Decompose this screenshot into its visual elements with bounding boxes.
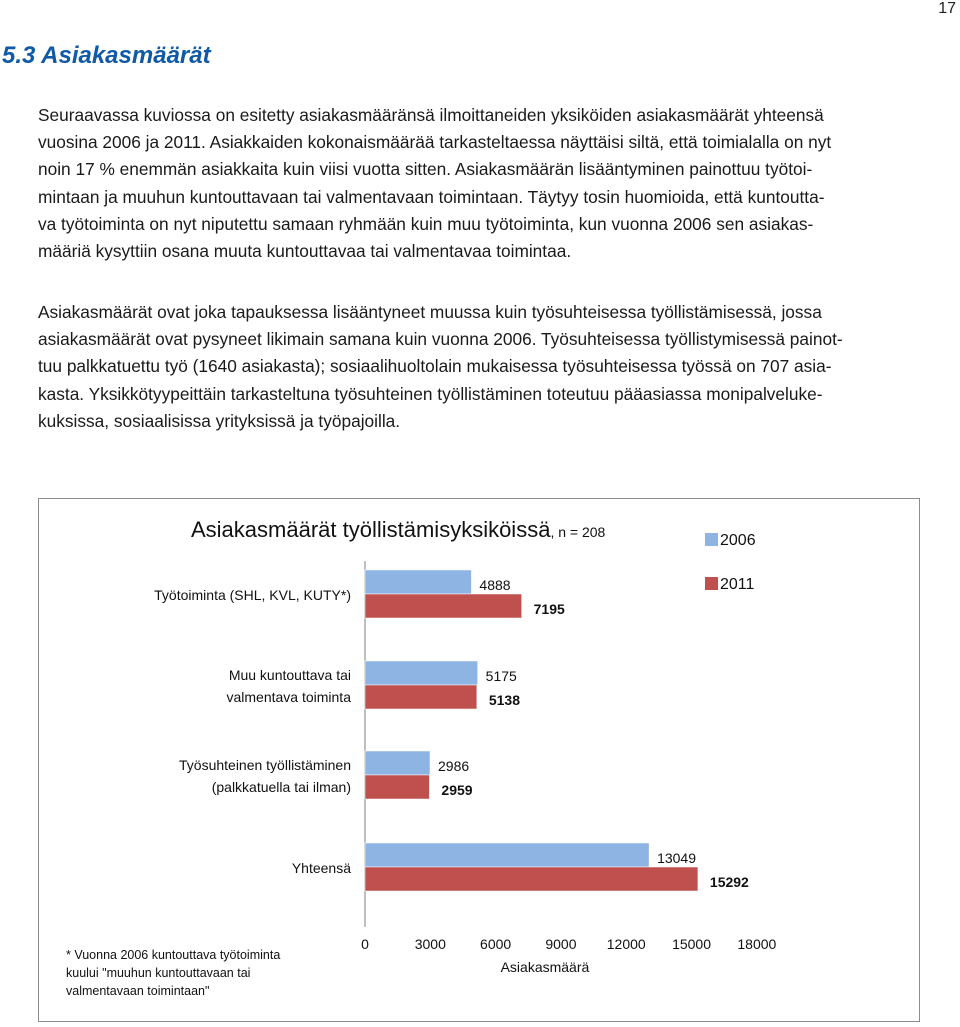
- text-line: Seuraavassa kuviossa on esitetty asiakasmääränsä ilmoittaneiden yksiköiden asiakasmäärät yhteensä: [38, 105, 824, 125]
- chart-title-main: Asiakasmäärät työllistämisyksiköissä: [191, 517, 551, 542]
- legend-label-2006: 2006: [720, 532, 756, 549]
- x-tick-label: 9000: [545, 936, 577, 952]
- bar-2006: [365, 570, 471, 594]
- value-label-2006: 5175: [485, 668, 517, 684]
- chart-footnote: valmentavaan toimintaan": [66, 984, 210, 998]
- value-label-2006: 13049: [657, 850, 697, 866]
- value-label-2011: 2959: [441, 782, 473, 798]
- x-axis-label: Asiakasmäärä: [500, 959, 590, 975]
- x-tick-label: 18000: [737, 936, 777, 952]
- bar-2006: [365, 661, 478, 685]
- value-label-2006: 2986: [438, 758, 470, 774]
- chart-title-n: , n = 208: [550, 524, 606, 540]
- chart-footnote: * Vuonna 2006 kuntouttava työtoiminta: [66, 948, 281, 962]
- category-label: (palkkatuella tai ilman): [211, 779, 351, 795]
- text-line: tuu palkkatuettu työ (1640 asiakasta); sosiaalihuoltolain mukaisessa työsuhteisessa työssä on 707 asia-: [38, 356, 832, 377]
- paragraph-intro: [38, 102, 900, 265]
- text-line: Asiakasmäärät ovat joka tapauksessa lisääntyneet muussa kuin työsuhteisessa työllistämisessä, jossa: [38, 302, 822, 322]
- x-tick-label: 0: [361, 936, 369, 952]
- legend-swatch-2011: [705, 577, 718, 590]
- text-line: va työtoiminta on nyt niputettu samaan ryhmään kuin muu työtoiminta, kun vuonna 2006 sen asiakas-: [38, 213, 814, 234]
- value-label-2006: 4888: [479, 577, 511, 593]
- value-label-2011: 15292: [709, 874, 749, 890]
- bar-2011: [365, 594, 522, 618]
- chart-frame: [38, 498, 920, 1022]
- text-line: kasta. Yksikkötyypeittäin tarkasteltuna työsuhteinen työllistäminen toteutuu pääasiassa monipalveluke-: [38, 383, 823, 404]
- text-line: asiakasmäärät ovat pysyneet likimain samana kuin vuonna 2006. Työsuhteisessa työllistymisessä painot-: [38, 329, 843, 350]
- x-tick-label: 6000: [480, 936, 512, 952]
- bar-chart: [39, 499, 919, 1021]
- x-tick-label: 3000: [414, 936, 446, 952]
- text-line: noin 17 % enemmän asiakkaita kuin viisi vuotta sitten. Asiakasmäärän lisääntyminen painottuu työtoi-: [38, 159, 813, 180]
- value-label-2011: 7195: [533, 601, 565, 617]
- text-line: mintaan ja muuhun kuntouttavaan tai valmentavaan toimintaan. Täytyy tosin huomioida, että kuntoutta-: [38, 186, 825, 207]
- category-label: Muu kuntouttava tai: [228, 667, 351, 683]
- page-number: 17: [938, 0, 956, 17]
- text-line: kuksissa, sosiaalisissa yrityksissä ja työpajoilla.: [38, 410, 401, 431]
- legend-swatch-2006: [705, 533, 718, 546]
- x-tick-label: 12000: [606, 936, 646, 952]
- chart-title: [191, 517, 606, 542]
- category-label: valmentava toiminta: [226, 689, 351, 705]
- bar-2011: [365, 685, 477, 709]
- x-tick-label: 15000: [672, 936, 712, 952]
- text-line: määriä kysyttiin osana muuta kuntouttavaa tai valmentavaa toimintaa.: [38, 241, 572, 262]
- chart-footnote: kuului "muuhun kuntouttavaan tai: [66, 966, 251, 980]
- value-label-2011: 5138: [488, 692, 521, 708]
- category-label: Työtoiminta (SHL, KVL, KUTY*): [154, 587, 351, 603]
- paragraph-employment: [38, 299, 900, 435]
- bar-2006: [365, 751, 430, 775]
- bar-2011: [365, 867, 698, 891]
- section-title: 5.3 Asiakasmäärät: [2, 42, 211, 69]
- bar-2006: [365, 843, 649, 867]
- category-label: Työsuhteinen työllistäminen: [179, 757, 351, 773]
- legend-label-2011: 2011: [720, 576, 755, 593]
- bar-2011: [365, 775, 429, 799]
- text-line: vuosina 2006 ja 2011. Asiakkaiden kokonaismäärää tarkasteltaessa näyttäisi siltä, että toimialalla on nyt: [38, 132, 832, 153]
- category-label: Yhteensä: [291, 860, 351, 876]
